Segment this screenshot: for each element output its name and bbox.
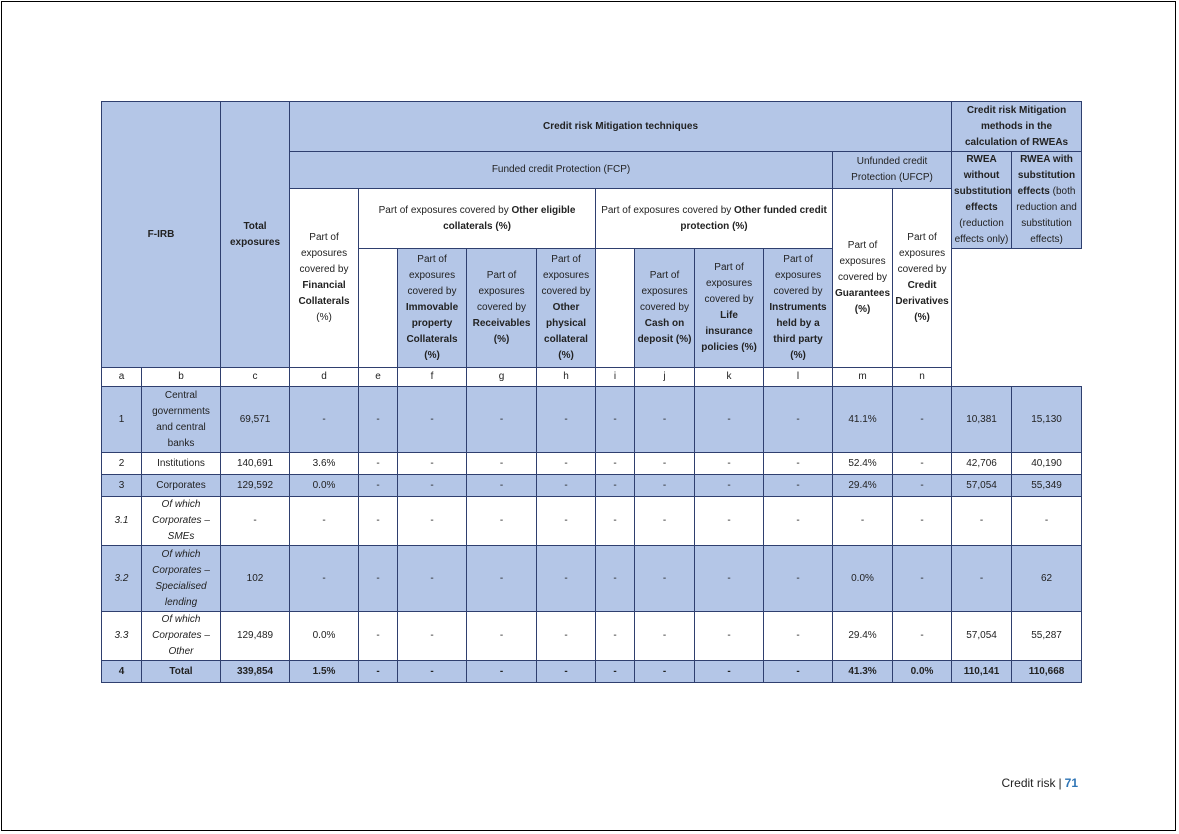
cell-h: -	[635, 387, 695, 453]
cell-a: 129,592	[221, 475, 290, 497]
column-letter-c: c	[221, 368, 290, 387]
cell-j: -	[764, 546, 833, 612]
firb-header: F-IRB	[102, 102, 221, 368]
column-letter-l: l	[764, 368, 833, 387]
cell-c: -	[359, 661, 398, 683]
table-row	[102, 387, 1082, 453]
row-label: Of which Corporates – Other	[142, 612, 221, 661]
row-number: 1	[102, 387, 142, 453]
crm-methods-header: Credit risk Mitigation methods in the calculation of RWEAs	[952, 102, 1082, 152]
guarantees-header: Part of exposures covered by Guarantees (%)	[833, 189, 893, 368]
cell-i: -	[695, 387, 764, 453]
cell-i: -	[695, 546, 764, 612]
cell-d: -	[398, 612, 467, 661]
cell-k: 29.4%	[833, 612, 893, 661]
cell-n: 55,349	[1012, 475, 1082, 497]
cell-m: 110,141	[952, 661, 1012, 683]
table-row	[102, 475, 1082, 497]
table-row	[102, 546, 1082, 612]
cell-e: -	[467, 612, 537, 661]
cell-l: -	[893, 475, 952, 497]
cell-m: -	[952, 497, 1012, 546]
row-label: Of which Corporates – SMEs	[142, 497, 221, 546]
cell-k: 0.0%	[833, 546, 893, 612]
cell-g: -	[596, 612, 635, 661]
cell-f: -	[537, 661, 596, 683]
cell-a: -	[221, 497, 290, 546]
cell-b: 1.5%	[290, 661, 359, 683]
row-number: 3.2	[102, 546, 142, 612]
other-funded-protection-header: Part of exposures covered by Other funded credit protection (%)	[596, 189, 833, 249]
cell-e: -	[467, 387, 537, 453]
cell-a: 102	[221, 546, 290, 612]
cell-a: 129,489	[221, 612, 290, 661]
cell-e: -	[467, 661, 537, 683]
cell-l: -	[893, 453, 952, 475]
table-row	[102, 612, 1082, 661]
column-letter-h: h	[537, 368, 596, 387]
credit-derivatives-header: Part of exposures covered by Credit Derivatives (%)	[893, 189, 952, 368]
cell-l: 0.0%	[893, 661, 952, 683]
cell-j: -	[764, 387, 833, 453]
row-number: 3	[102, 475, 142, 497]
cell-d: -	[398, 475, 467, 497]
cell-c: -	[359, 612, 398, 661]
cell-k: 41.3%	[833, 661, 893, 683]
rwea-with-header: RWEA with substitution effects (both reduction and substitution effects)	[1012, 152, 1082, 249]
cell-n: 40,190	[1012, 453, 1082, 475]
row-label: Corporates	[142, 475, 221, 497]
cell-n: 15,130	[1012, 387, 1082, 453]
cell-b: -	[290, 497, 359, 546]
other-physical-header: Part of exposures covered by Other physical collateral (%)	[537, 249, 596, 368]
cell-f: -	[537, 612, 596, 661]
cell-e: -	[467, 546, 537, 612]
cell-m: -	[952, 546, 1012, 612]
column-letter-i: i	[596, 368, 635, 387]
cell-d: -	[398, 497, 467, 546]
row-number: 2	[102, 453, 142, 475]
cell-k: 41.1%	[833, 387, 893, 453]
cell-f: -	[537, 497, 596, 546]
cell-h: -	[635, 453, 695, 475]
column-letter-m: m	[833, 368, 893, 387]
column-letter-e: e	[359, 368, 398, 387]
column-letter-d: d	[290, 368, 359, 387]
column-letter-k: k	[695, 368, 764, 387]
row-number: 3.3	[102, 612, 142, 661]
total-row	[102, 661, 1082, 683]
cell-f: -	[537, 475, 596, 497]
cell-h: -	[635, 612, 695, 661]
cell-b: 3.6%	[290, 453, 359, 475]
cell-d: -	[398, 453, 467, 475]
footer-separator: |	[1058, 776, 1062, 790]
rwea-without-header: RWEA without substitution effects (reduction effects only)	[952, 152, 1012, 249]
cell-m: 42,706	[952, 453, 1012, 475]
cell-e: -	[467, 497, 537, 546]
column-letter-j: j	[635, 368, 695, 387]
other-eligible-collaterals-header: Part of exposures covered by Other eligible collaterals (%)	[359, 189, 596, 249]
empty-header-c	[359, 249, 398, 368]
cell-b: -	[290, 546, 359, 612]
page-footer	[1002, 776, 1079, 790]
immovable-property-header: Part of exposures covered by Immovable property Collaterals (%)	[398, 249, 467, 368]
cell-l: -	[893, 546, 952, 612]
column-letter-g: g	[467, 368, 537, 387]
column-letter-f: f	[398, 368, 467, 387]
column-letters-row	[102, 368, 1082, 387]
cell-g: -	[596, 453, 635, 475]
cash-on-deposit-header: Part of exposures covered by Cash on deposit (%)	[635, 249, 695, 368]
cell-n: 110,668	[1012, 661, 1082, 683]
crm-techniques-header: Credit risk Mitigation techniques	[290, 102, 952, 152]
cell-b: 0.0%	[290, 475, 359, 497]
cell-c: -	[359, 546, 398, 612]
cell-i: -	[695, 612, 764, 661]
cell-f: -	[537, 453, 596, 475]
cell-l: -	[893, 387, 952, 453]
cell-g: -	[596, 387, 635, 453]
cell-a: 339,854	[221, 661, 290, 683]
row-label: Total	[142, 661, 221, 683]
total-exposures-header: Total exposures	[221, 102, 290, 368]
cell-g: -	[596, 546, 635, 612]
cell-i: -	[695, 497, 764, 546]
life-insurance-header: Part of exposures covered by Life insurance policies (%)	[695, 249, 764, 368]
cell-h: -	[635, 661, 695, 683]
cell-b: -	[290, 387, 359, 453]
column-letter-n: n	[893, 368, 952, 387]
cell-c: -	[359, 475, 398, 497]
table-row	[102, 497, 1082, 546]
cell-j: -	[764, 497, 833, 546]
column-letter-b: b	[142, 368, 221, 387]
cell-j: -	[764, 612, 833, 661]
cell-k: 52.4%	[833, 453, 893, 475]
ufcp-header: Unfunded credit Protection (UFCP)	[833, 152, 952, 189]
row-label: Of which Corporates – Specialised lending	[142, 546, 221, 612]
cell-g: -	[596, 475, 635, 497]
cell-b: 0.0%	[290, 612, 359, 661]
financial-collaterals-header: Part of exposures covered by Financial Collaterals (%)	[290, 189, 359, 368]
cell-n: 55,287	[1012, 612, 1082, 661]
table-row	[102, 453, 1082, 475]
cell-d: -	[398, 546, 467, 612]
cell-d: -	[398, 661, 467, 683]
cell-e: -	[467, 475, 537, 497]
cell-l: -	[893, 497, 952, 546]
cell-h: -	[635, 546, 695, 612]
footer-section: Credit risk	[1001, 776, 1056, 790]
cell-a: 140,691	[221, 453, 290, 475]
cell-n: 62	[1012, 546, 1082, 612]
cell-g: -	[596, 661, 635, 683]
cell-h: -	[635, 497, 695, 546]
cell-e: -	[467, 453, 537, 475]
cell-g: -	[596, 497, 635, 546]
cell-l: -	[893, 612, 952, 661]
cell-m: 57,054	[952, 475, 1012, 497]
row-number: 3.1	[102, 497, 142, 546]
cell-c: -	[359, 497, 398, 546]
row-number: 4	[102, 661, 142, 683]
cell-m: 10,381	[952, 387, 1012, 453]
cell-j: -	[764, 661, 833, 683]
page-number: 71	[1064, 776, 1078, 790]
cell-i: -	[695, 475, 764, 497]
cell-i: -	[695, 453, 764, 475]
cell-c: -	[359, 453, 398, 475]
fcp-header: Funded credit Protection (FCP)	[290, 152, 833, 189]
cell-j: -	[764, 475, 833, 497]
cell-h: -	[635, 475, 695, 497]
row-label: Central governments and central banks	[142, 387, 221, 453]
cell-j: -	[764, 453, 833, 475]
cell-f: -	[537, 387, 596, 453]
cell-c: -	[359, 387, 398, 453]
cell-a: 69,571	[221, 387, 290, 453]
cell-d: -	[398, 387, 467, 453]
instruments-third-party-header: Part of exposures covered by Instruments held by a third party (%)	[764, 249, 833, 368]
cell-i: -	[695, 661, 764, 683]
row-label: Institutions	[142, 453, 221, 475]
cell-f: -	[537, 546, 596, 612]
cell-n: -	[1012, 497, 1082, 546]
receivables-header: Part of exposures covered by Receivables (%)	[467, 249, 537, 368]
cell-k: 29.4%	[833, 475, 893, 497]
column-letter-a: a	[102, 368, 142, 387]
cell-k: -	[833, 497, 893, 546]
crm-table	[101, 101, 1082, 683]
cell-m: 57,054	[952, 612, 1012, 661]
empty-header-g	[596, 249, 635, 368]
